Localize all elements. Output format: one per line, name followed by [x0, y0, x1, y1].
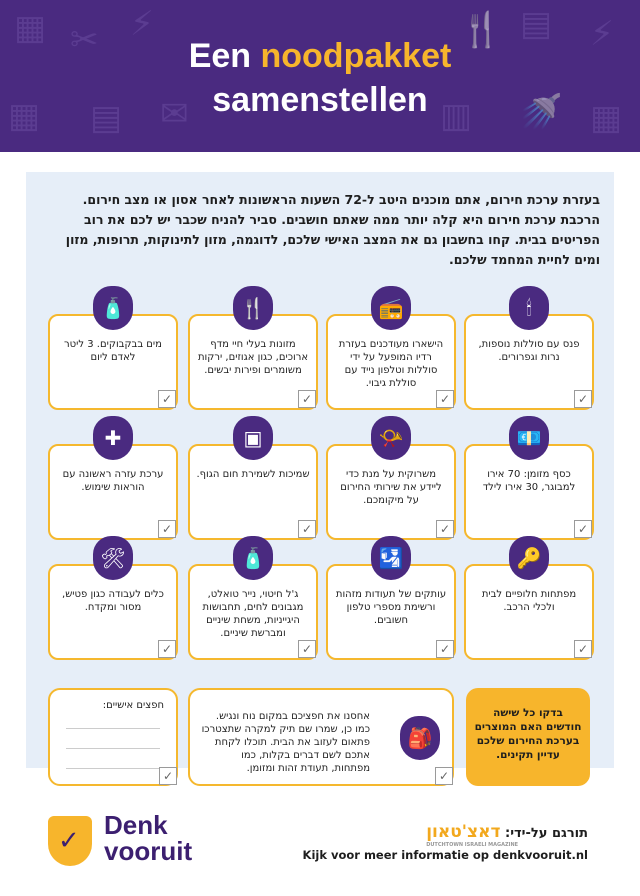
pattern-icon: ▦ — [14, 8, 47, 48]
hygiene-icon: 🧴 — [233, 536, 273, 580]
checkbox[interactable]: ✓ — [436, 640, 454, 658]
item-text: פנס עם סוללות נוספות, נרות וגפרורים. — [478, 339, 580, 363]
bag-text: אחסנו את חפציכם במקום נוח ונגיש. כמו כן, שמרו שם תיק למקרה שתצטרכו פתאום לעזוב את הבית. תוכלו לקחת אתכם לשם דברים בקלות, כמו מפתחות, תעודת זהות ומזומן. — [201, 711, 370, 774]
header-banner — [0, 0, 640, 152]
pattern-icon: ▤ — [520, 4, 553, 44]
personal-items-label: חפצים אישיים: — [102, 700, 164, 711]
pattern-icon: 🚿 — [520, 92, 563, 132]
title-prefix: Een — [188, 37, 261, 75]
checkbox[interactable]: ✓ — [298, 390, 316, 408]
translated-by — [426, 822, 588, 848]
item-text: מזונות בעלי חיי מדף ארוכים, כגון אגוזים, ירקות משומרים ופירות יבשים. — [197, 339, 309, 376]
reminder-text: בדקו כל שישה חודשים האם המוצרים בערכת החירום שלכם עדיין תקינים. — [474, 707, 582, 761]
item-text: משרוקית על מנת כדי ליידע את שירותי החירום על מיקומכם. — [340, 469, 442, 506]
pattern-icon: ⚡ — [590, 14, 614, 54]
item-text: עותקים של תעודות מזהות ורשימת מספרי טלפון חשובים. — [335, 589, 447, 626]
radio-icon: 📻 — [371, 286, 411, 330]
logo-text — [104, 812, 192, 864]
water-bottle-icon: 🧴 — [93, 286, 133, 330]
pattern-icon: 🍴 — [460, 10, 503, 50]
pattern-icon: ▦ — [8, 96, 41, 136]
translator-subtitle: DUTCHTOWN ISRAELI MAGAZINE — [426, 842, 519, 848]
translator-logo: דאצ'טאון — [426, 822, 501, 842]
keys-icon: 🔑 — [509, 536, 549, 580]
more-info-link[interactable]: Kijk voor meer informatie op denkvooruit.nl — [302, 848, 588, 862]
tools-icon: 🛠 — [93, 536, 133, 580]
cutlery-icon: 🍴 — [233, 286, 273, 330]
flashlight-icon: 🕯 — [509, 286, 549, 330]
pattern-icon: ▥ — [440, 96, 473, 136]
checkbox[interactable]: ✓ — [158, 390, 176, 408]
logo-check-icon: ✓ — [58, 826, 80, 856]
checkbox[interactable]: ✓ — [574, 640, 592, 658]
item-text: כסף מזומן: 70 אירו למבוגר, 30 אירו לילד — [482, 469, 576, 493]
item-text: כלים לעבודה כגון פטיש, מסור ומקדח. — [62, 589, 164, 613]
pattern-icon: ⚡ — [130, 4, 154, 44]
note-line — [66, 768, 160, 769]
item-text: שמיכות לשמירת חום הגוף. — [196, 469, 310, 480]
personal-items-card — [48, 688, 178, 786]
note-line — [66, 748, 160, 749]
page-title — [0, 34, 640, 122]
logo-line2: vooruit — [104, 836, 193, 866]
blanket-icon: ▣ — [233, 416, 273, 460]
pattern-icon: ▤ — [90, 98, 123, 138]
checkbox[interactable]: ✓ — [436, 520, 454, 538]
reminder-box — [466, 688, 590, 786]
logo-line1: Denk — [104, 810, 168, 840]
passport-icon: 🛂 — [371, 536, 411, 580]
checkbox[interactable]: ✓ — [158, 520, 176, 538]
title-accent: noodpakket — [260, 37, 452, 75]
bag-card — [188, 688, 454, 786]
intro-text: בעזרת ערכת חירום, אתם מוכנים היטב ל-72 השעות הראשונות לאחר אסון או מצב חירום. הרכבת ערכת חירום היא קלה יותר ממה שאתם חושבים. סביר להניח שכבר יש לכם את רוב הפריטים בבית. קחו בחשבון גם את המצב האישי שלכם, לדוגמה, מזון לתינוקות, תרופות, מזון ומים לחיית המחמד שלכם. — [65, 192, 600, 267]
item-text: מים בבקבוקים. 3 ליטר לאדם ליום — [64, 339, 162, 363]
item-text: ג'ל חיטוי, נייר טואלט, מגבונים לחים, תחבושות היגייניות, משחת שיניים ומברשת שיניים. — [202, 589, 304, 639]
first-aid-icon: ✚ — [93, 416, 133, 460]
cash-icon: 💶 — [509, 416, 549, 460]
title-line2: samenstellen — [212, 81, 428, 119]
pattern-icon: ✉ — [160, 94, 189, 134]
whistle-icon: 📯 — [371, 416, 411, 460]
checkbox[interactable]: ✓ — [298, 640, 316, 658]
backpack-icon: 🎒 — [400, 716, 440, 760]
checkbox[interactable]: ✓ — [436, 390, 454, 408]
item-text: ערכת עזרה ראשונה עם הוראות שימוש. — [62, 469, 164, 493]
checkbox[interactable]: ✓ — [574, 390, 592, 408]
item-text: מפתחות חלופיים לבית ולכלי הרכב. — [481, 589, 577, 613]
item-text: הישארו מעודכנים בעזרת רדיו המופעל על ידי סוללות וטלפון נייד עם סוללת גיבוי. — [338, 339, 444, 389]
checkbox[interactable]: ✓ — [574, 520, 592, 538]
translated-by-label: תורגם על-ידי: — [505, 826, 588, 841]
checkbox[interactable]: ✓ — [435, 767, 453, 785]
checkbox[interactable]: ✓ — [158, 640, 176, 658]
note-line — [66, 728, 160, 729]
checkbox[interactable]: ✓ — [159, 767, 177, 785]
pattern-icon: ✂ — [70, 20, 99, 60]
pattern-icon: ▦ — [590, 98, 623, 138]
checkbox[interactable]: ✓ — [298, 520, 316, 538]
